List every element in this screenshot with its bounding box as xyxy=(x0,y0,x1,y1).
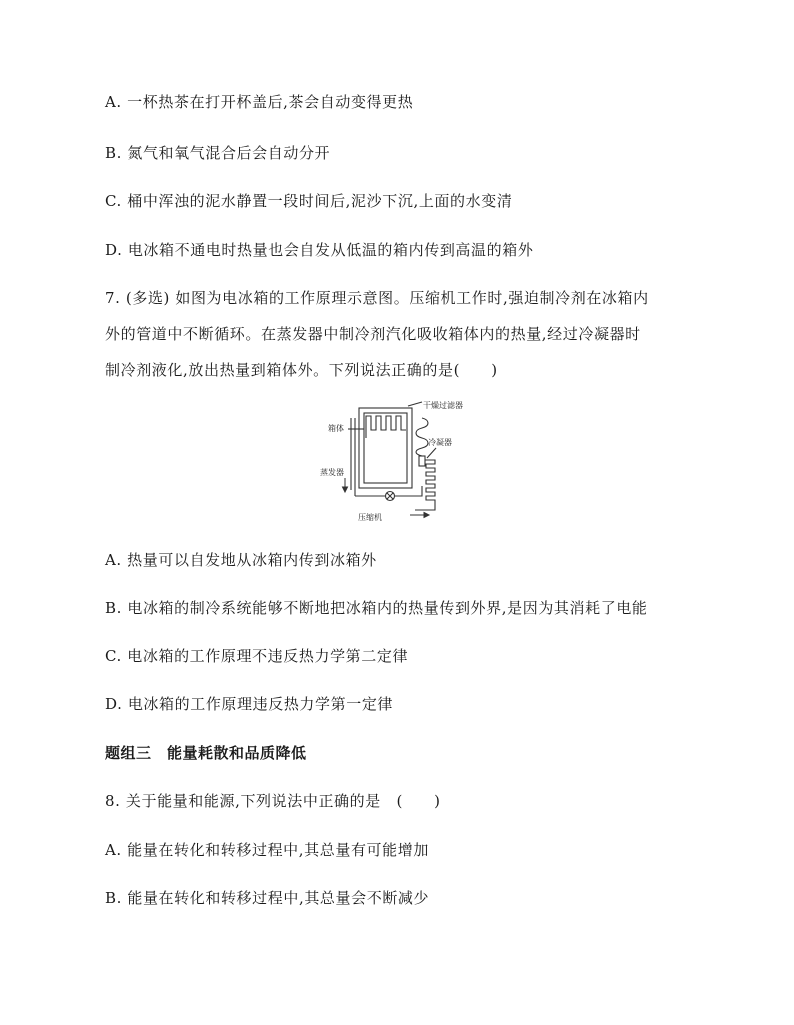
refrigerator-diagram xyxy=(318,398,463,524)
label-filter-dryer: 干燥过滤器 xyxy=(423,401,463,410)
q7-stem-line-1: 7. (多选) 如图为电冰箱的工作原理示意图。压缩机工作时,强迫制冷剂在冰箱内 xyxy=(105,289,649,307)
filter-leader-line xyxy=(408,402,422,406)
filter-dryer-body xyxy=(419,456,425,466)
q6-option-d: D. 电冰箱不通电时热量也会自发从低温的箱内传到高温的箱外 xyxy=(105,241,534,259)
q8-option-b: B. 能量在转化和转移过程中,其总量会不断减少 xyxy=(105,889,430,907)
q6-option-c: C. 桶中浑浊的泥水静置一段时间后,泥沙下沉,上面的水变清 xyxy=(105,192,513,210)
q7-stem-line-2: 外的管道中不断循环。在蒸发器中制冷剂汽化吸收箱体内的热量,经过冷凝器时 xyxy=(105,325,641,343)
q7-stem-line-3: 制冷剂液化,放出热量到箱体外。下列说法正确的是( ) xyxy=(105,361,498,379)
evaporator-coil xyxy=(366,416,406,438)
label-box: 箱体 xyxy=(328,424,344,433)
q8-stem: 8. 关于能量和能源,下列说法中正确的是 ( ) xyxy=(105,792,441,810)
q6-option-a: A. 一杯热茶在打开杯盖后,茶会自动变得更热 xyxy=(105,93,414,111)
condenser-leader-line xyxy=(427,448,436,458)
down-arrow-head xyxy=(343,487,348,492)
filter-dryer-coil xyxy=(416,418,428,456)
q7-option-d: D. 电冰箱的工作原理违反热力学第一定律 xyxy=(105,695,394,713)
condenser-coil xyxy=(425,460,435,504)
right-arrow-head xyxy=(424,513,429,518)
refrigerator-diagram-svg xyxy=(318,398,463,524)
q8-option-a: A. 能量在转化和转移过程中,其总量有可能增加 xyxy=(105,841,429,859)
compressor-cross xyxy=(387,493,393,499)
label-condenser: 冷凝器 xyxy=(428,438,452,447)
q7-option-a: A. 热量可以自发地从冰箱内传到冰箱外 xyxy=(105,551,377,569)
q7-option-c: C. 电冰箱的工作原理不违反热力学第二定律 xyxy=(105,647,409,665)
q7-option-b: B. 电冰箱的制冷系统能够不断地把冰箱内的热量传到外界,是因为其消耗了电能 xyxy=(105,599,648,617)
section-heading: 题组三 能量耗散和品质降低 xyxy=(105,744,307,762)
condenser-return-pipe xyxy=(415,504,435,510)
label-evaporator: 蒸发器 xyxy=(320,468,344,477)
q6-option-b: B. 氮气和氧气混合后会自动分开 xyxy=(105,144,331,162)
label-compressor: 压缩机 xyxy=(358,513,382,522)
